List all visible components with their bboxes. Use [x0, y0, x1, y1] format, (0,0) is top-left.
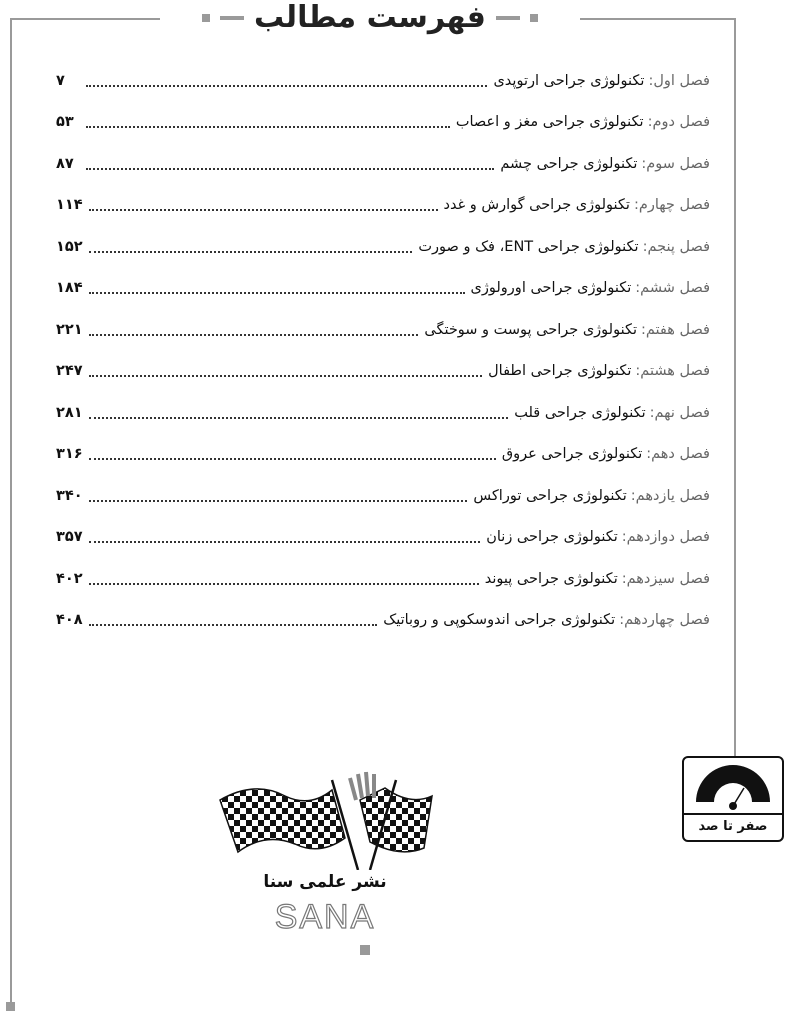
page-number: ۷ — [56, 72, 65, 89]
chapter-label: فصل پنجم: — [642, 238, 710, 255]
chapter-label: فصل سوم: — [641, 155, 710, 172]
chapter-label: فصل یازدهم: — [630, 487, 710, 504]
chapter-title: تکنولوژی جراحی مغز و اعصاب — [455, 114, 644, 131]
page-number: ۳۱۶ — [56, 446, 83, 463]
toc-entry — [56, 351, 710, 393]
chapter-title: تکنولوژی جراحی اندوسکوپی و روباتیک — [383, 612, 616, 629]
chapter-label: فصل سیزدهم: — [621, 570, 710, 587]
title-ornament — [496, 16, 520, 20]
toc-entry — [56, 268, 710, 310]
page-number: ۳۴۰ — [56, 487, 83, 504]
dot-leader — [89, 614, 378, 626]
page-number: ۴۰۸ — [56, 612, 83, 629]
badge-label: صفر تا صد — [698, 819, 768, 834]
page-number: ۱۱۴ — [56, 197, 83, 214]
toc-entry — [56, 60, 710, 102]
dot-leader — [89, 407, 509, 419]
toc-entry — [56, 392, 710, 434]
chapter-title: تکنولوژی جراحی قلب — [514, 404, 646, 421]
chapter-label: فصل هفتم: — [641, 321, 710, 338]
toc-entry — [56, 309, 710, 351]
toc-entry — [56, 558, 710, 600]
toc-entry — [56, 434, 710, 476]
publisher-latin-name: SANA — [274, 898, 376, 936]
title-ornament — [202, 14, 210, 22]
dot-leader — [89, 324, 419, 336]
chapter-title: تکنولوژی جراحی پیوند — [484, 570, 618, 587]
chapter-label: فصل نهم: — [649, 404, 710, 421]
page-number: ۲۴۷ — [56, 363, 83, 380]
dot-leader — [89, 199, 438, 211]
frame-corner-square — [6, 1002, 15, 1011]
toc-entry — [56, 600, 710, 642]
chapter-title: تکنولوژی جراحی زنان — [486, 529, 618, 546]
dot-leader — [89, 365, 483, 377]
table-of-contents — [56, 60, 710, 641]
dot-leader — [86, 75, 487, 87]
chapter-title: تکنولوژی جراحی اورولوژی — [470, 280, 632, 297]
gauge-icon — [684, 760, 782, 820]
chapter-title: تکنولوژی جراحی عروق — [501, 446, 643, 463]
chapter-title: تکنولوژی جراحی گوارش و غدد — [443, 197, 630, 214]
toc-entry — [56, 475, 710, 517]
page-number: ۲۸۱ — [56, 404, 83, 421]
dot-leader — [86, 116, 450, 128]
dot-leader — [89, 282, 465, 294]
chapter-label: فصل اول: — [648, 72, 710, 89]
toc-entry — [56, 226, 710, 268]
publisher-logo — [210, 760, 440, 970]
zero-to-hundred-badge — [682, 756, 784, 842]
dot-leader — [89, 241, 413, 253]
page-number: ۵۳ — [56, 114, 74, 131]
title-ornament — [530, 14, 538, 22]
toc-entry — [56, 185, 710, 227]
dot-leader — [89, 448, 496, 460]
chapter-title: تکنولوژی جراحی ارتوپدی — [493, 72, 645, 89]
toc-entry — [56, 517, 710, 559]
chapter-title: تکنولوژی جراحی ENT، فک و صورت — [418, 238, 639, 255]
chapter-label: فصل چهارم: — [633, 197, 710, 214]
chapter-label: فصل ششم: — [635, 280, 710, 297]
toc-entry — [56, 143, 710, 185]
page-number: ۸۷ — [56, 155, 74, 172]
page-number: ۳۵۷ — [56, 529, 83, 546]
chapter-label: فصل دوازدهم: — [621, 529, 710, 546]
checkered-flags-icon — [210, 760, 440, 870]
chapter-title: تکنولوژی جراحی پوست و سوختگی — [424, 321, 637, 338]
chapter-label: فصل چهاردهم: — [619, 612, 710, 629]
chapter-title: تکنولوژی جراحی چشم — [500, 155, 638, 172]
page-number: ۱۸۴ — [56, 280, 83, 297]
chapter-title: تکنولوژی جراحی اطفال — [488, 363, 632, 380]
dot-leader — [86, 158, 494, 170]
frame-left-border — [10, 18, 12, 1008]
publisher-name: نشر علمی سنا — [263, 872, 387, 892]
page-title: فهرست مطالب — [254, 0, 486, 35]
dot-leader — [89, 531, 481, 543]
dot-leader — [89, 573, 479, 585]
page-number: ۴۰۲ — [56, 570, 83, 587]
title-banner — [160, 0, 580, 36]
title-ornament — [220, 16, 244, 20]
toc-entry — [56, 102, 710, 144]
chapter-label: فصل هشتم: — [635, 363, 710, 380]
page-number: ۲۲۱ — [56, 321, 83, 338]
dot-leader — [89, 490, 468, 502]
chapter-label: فصل دهم: — [646, 446, 710, 463]
chapter-label: فصل دوم: — [647, 114, 710, 131]
chapter-title: تکنولوژی جراحی توراکس — [473, 487, 627, 504]
page-number: ۱۵۲ — [56, 238, 83, 255]
logo-square-ornament — [360, 945, 370, 955]
frame-right-border — [734, 18, 736, 760]
